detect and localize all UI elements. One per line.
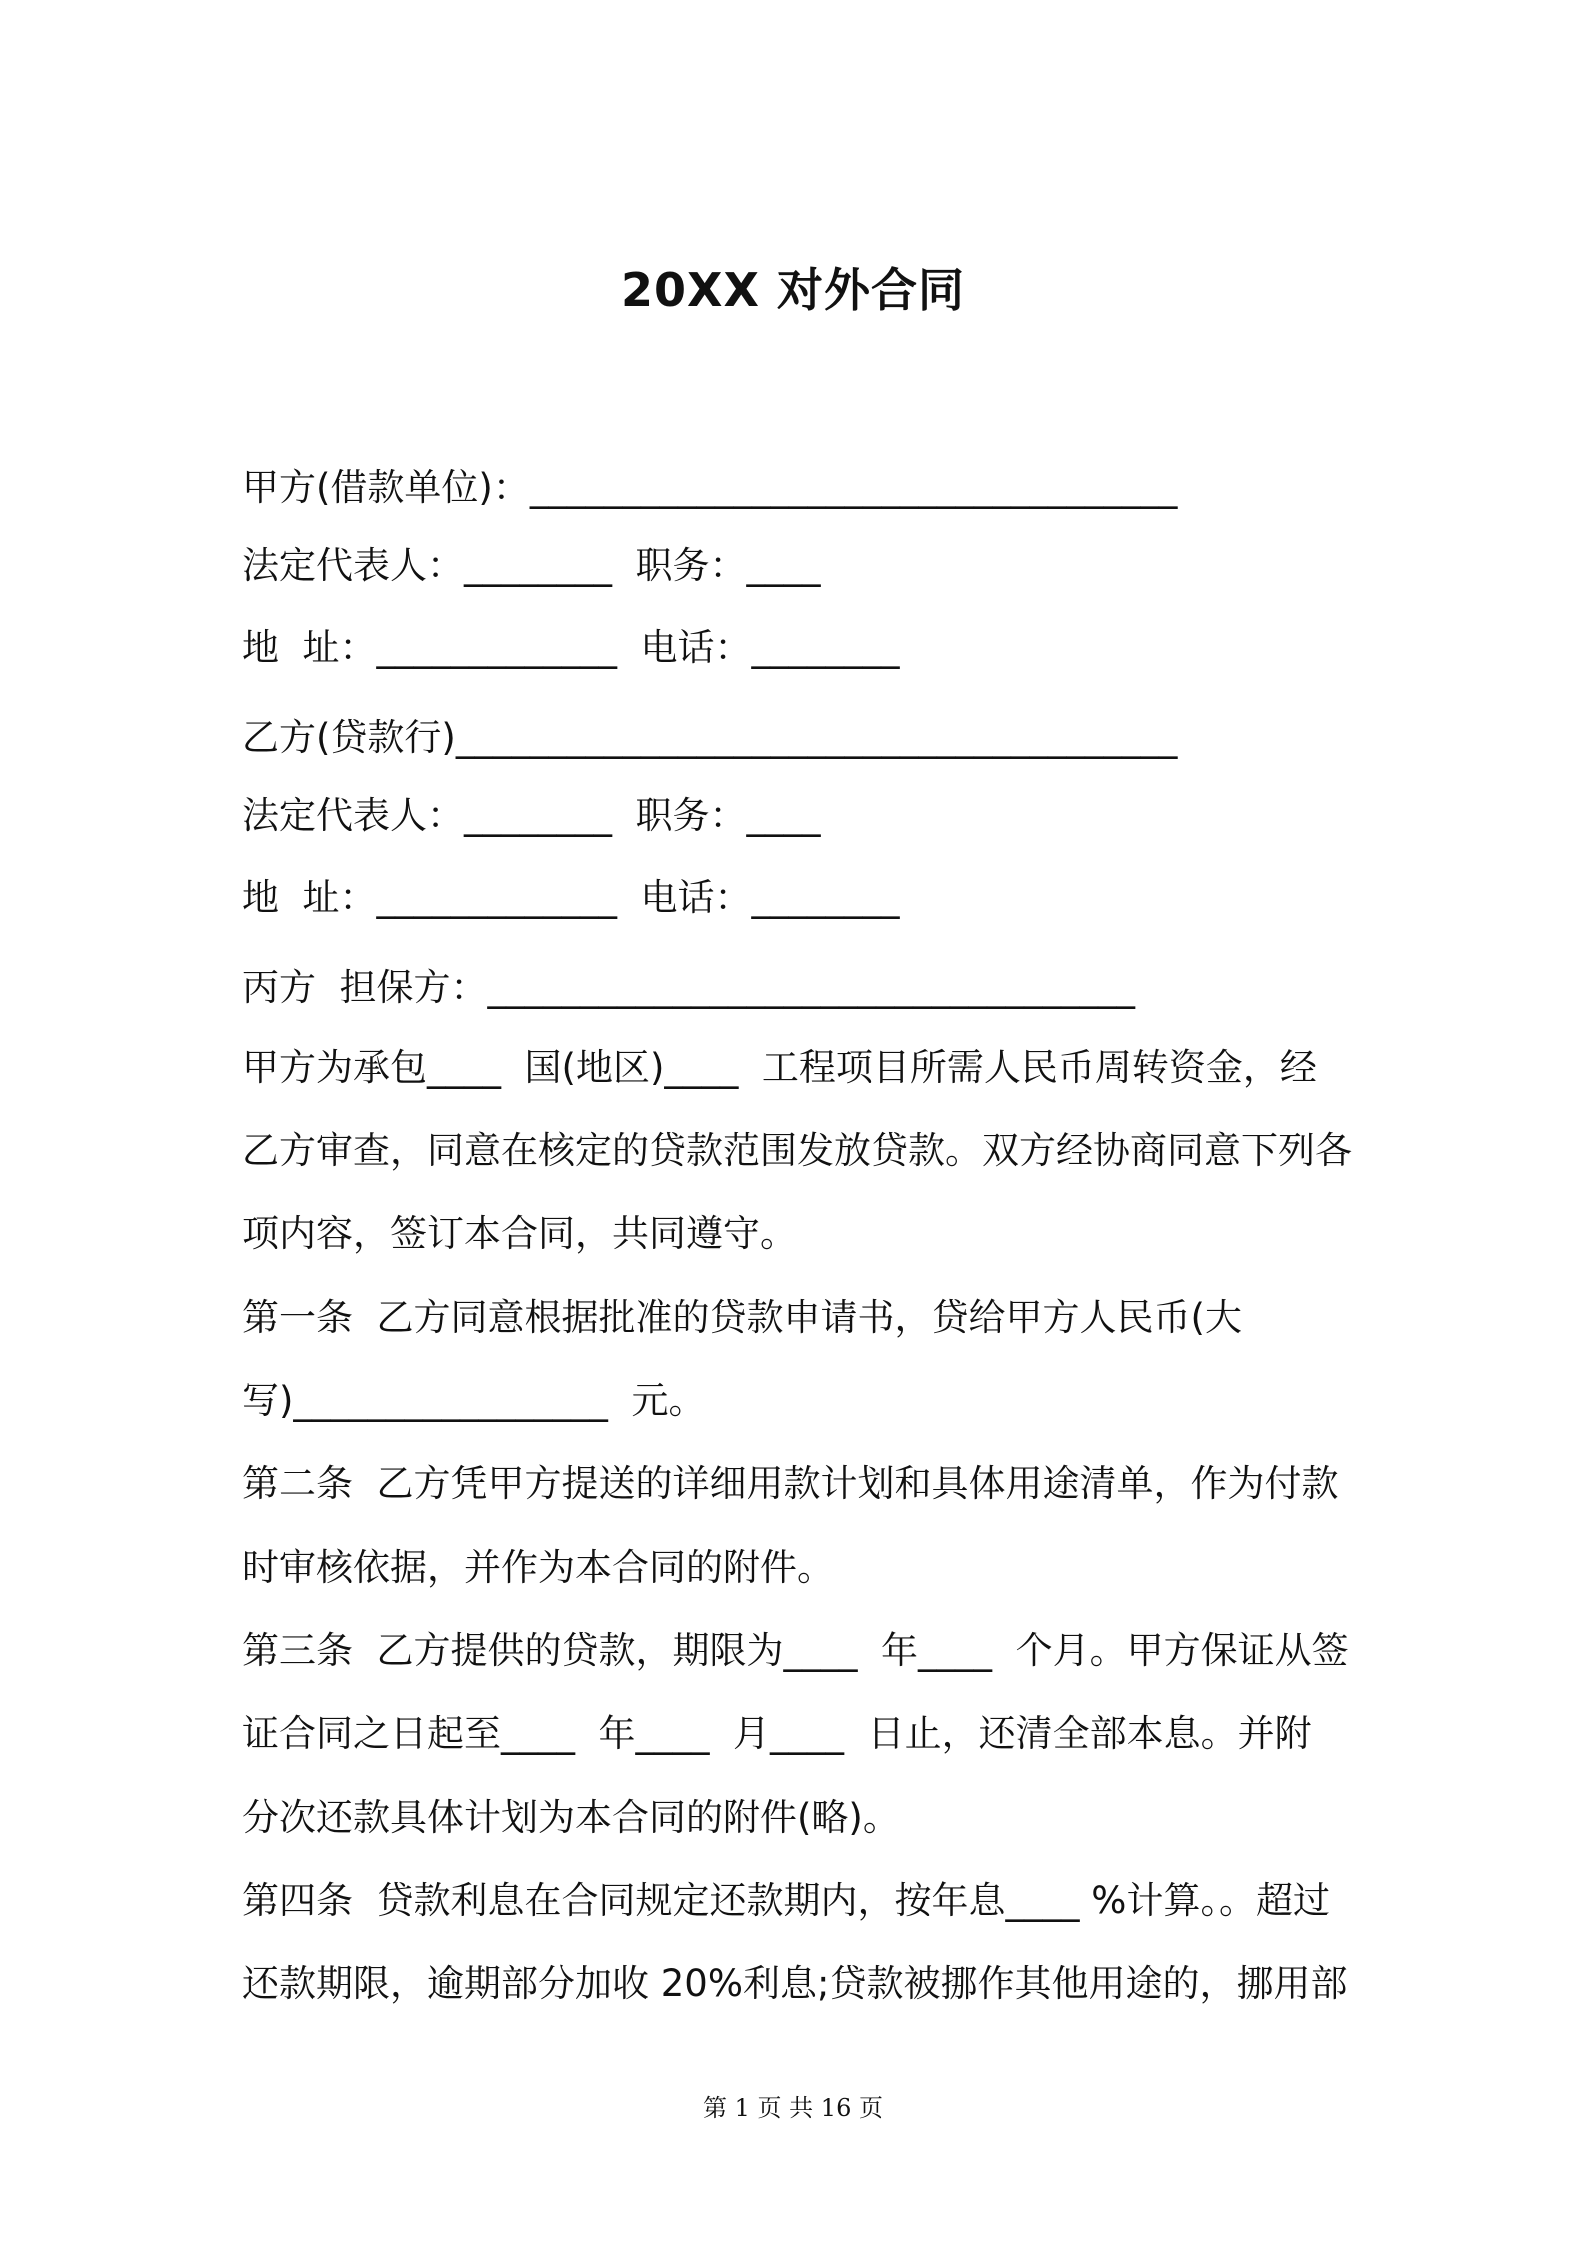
article-2-line: 第二条 乙方凭甲方提送的详细用款计划和具体用途清单，作为付款: [242, 1462, 1339, 1505]
article-4-line: 还款期限，逾期部分加收 20%利息;贷款被挪作其他用途的，挪用部: [242, 1962, 1348, 2005]
party-a-line: 甲方(借款单位)：___________________________________: [242, 466, 1178, 509]
article-3-line: 第三条 乙方提供的贷款，期限为____ 年____ 个月。甲方保证从签: [242, 1629, 1349, 1672]
body-line: 项内容，签订本合同，共同遵守。: [242, 1212, 797, 1255]
page-footer: 第 1 页 共 16 页: [703, 2094, 883, 2122]
article-4-line: 第四条 贷款利息在合同规定还款期内，按年息____ %计算。。超过: [242, 1879, 1330, 1922]
body-line: 乙方审查，同意在核定的贷款范围发放贷款。双方经协商同意下列各: [242, 1129, 1352, 1172]
article-1-line: 第一条 乙方同意根据批准的贷款申请书，贷给甲方人民币(大: [242, 1296, 1242, 1339]
party-a-address-line: 地 址：_____________ 电话：________: [242, 626, 900, 669]
party-c-line: 丙方 担保方：___________________________________: [242, 966, 1136, 1009]
article-3-line: 证合同之日起至____ 年____ 月____ 日止，还清全部本息。并附: [242, 1712, 1312, 1755]
party-b-line: 乙方(贷款行)_______________________________________: [242, 716, 1178, 759]
article-3-line: 分次还款具体计划为本合同的附件(略)。: [242, 1796, 900, 1839]
article-1-line: 写)_________________ 元。: [242, 1379, 706, 1422]
party-a-representative-line: 法定代表人：________ 职务：____: [242, 544, 821, 587]
party-b-address-line: 地 址：_____________ 电话：________: [242, 876, 900, 919]
body-line: 甲方为承包____ 国(地区)____ 工程项目所需人民币周转资金，经: [242, 1046, 1317, 1089]
party-b-representative-line: 法定代表人：________ 职务：____: [242, 794, 821, 837]
document-title: 20XX 对外合同: [621, 263, 965, 317]
article-2-line: 时审核依据，并作为本合同的附件。: [242, 1546, 834, 1589]
